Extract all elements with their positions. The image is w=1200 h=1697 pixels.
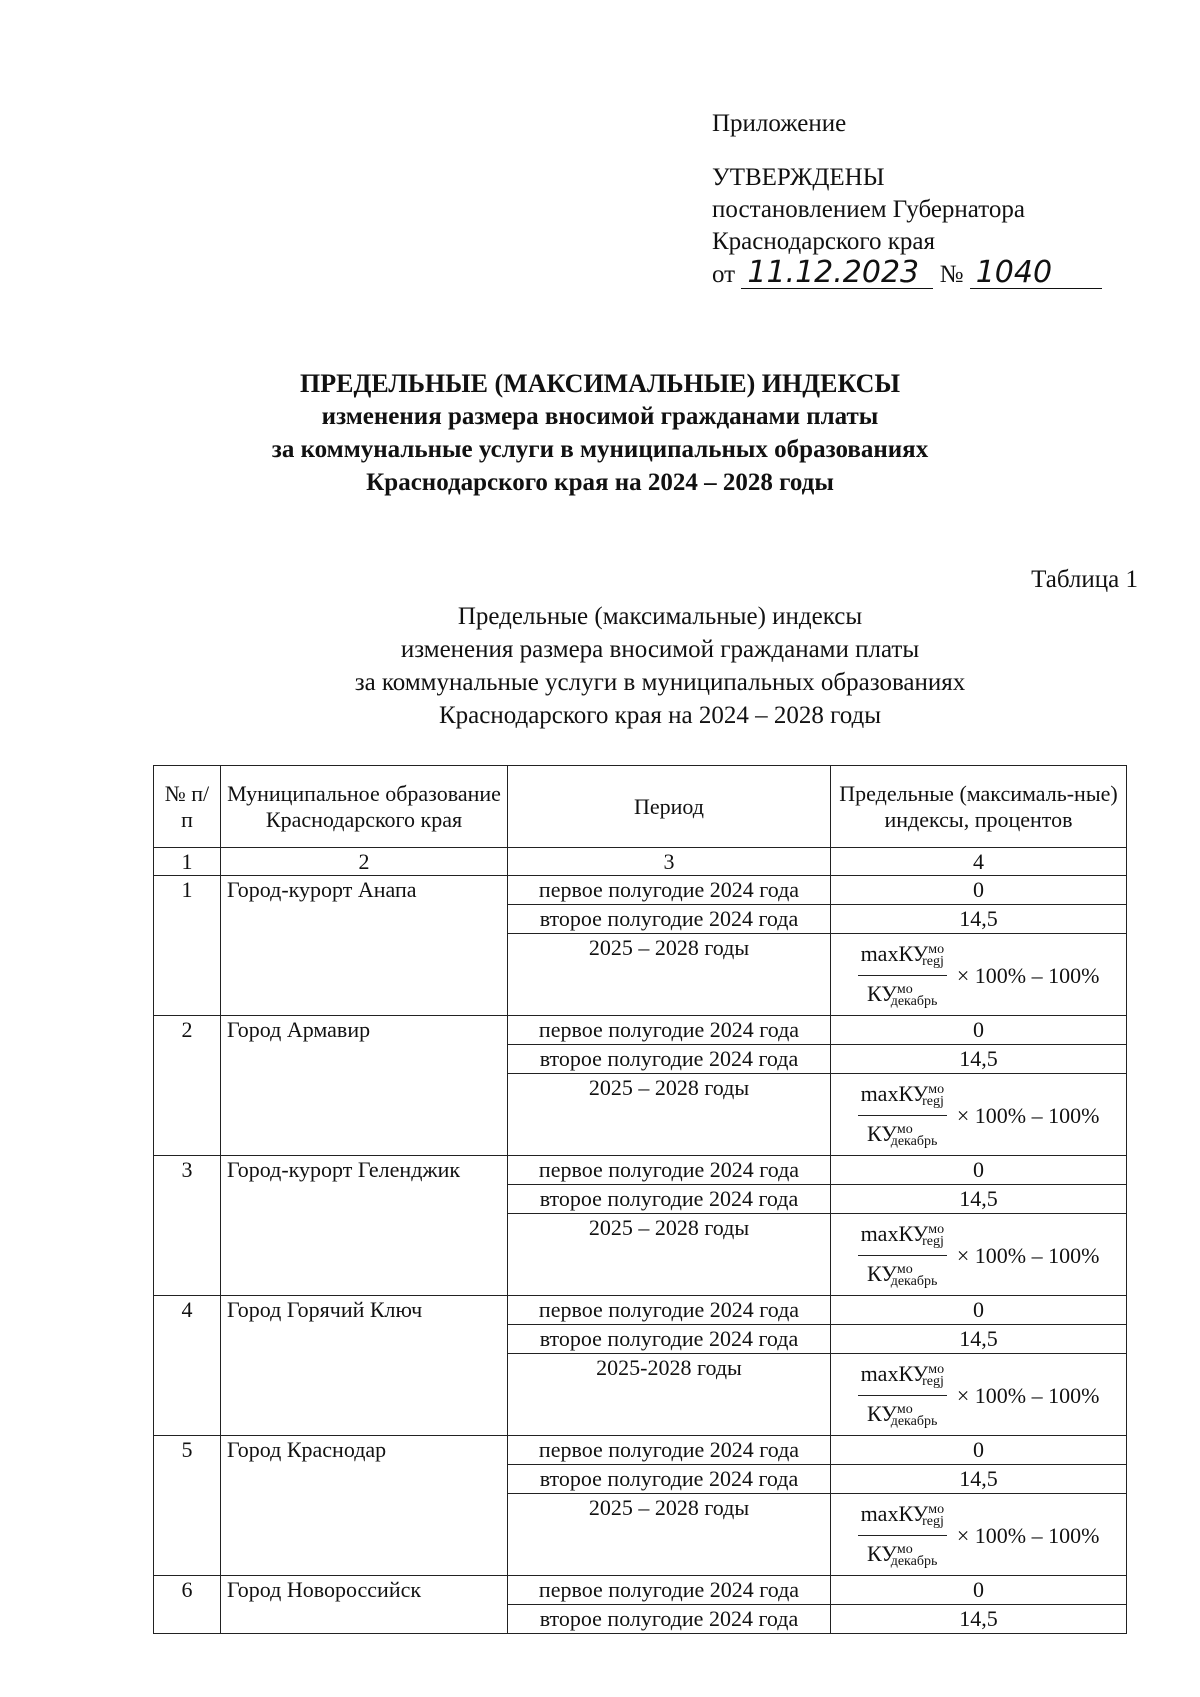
index-formula [831, 934, 1127, 1016]
period-2025-2028: 2025 – 2028 годы [508, 934, 831, 1016]
period-first-half-2024: первое полугодие 2024 года [508, 1296, 831, 1325]
formula-numerator-sub: regj [922, 1094, 944, 1109]
row-number: 1 [154, 876, 221, 1016]
index-second-half-2024: 14,5 [831, 1605, 1127, 1634]
formula-numerator [858, 1216, 947, 1256]
index-first-half-2024: 0 [831, 876, 1127, 905]
index-second-half-2024: 14,5 [831, 1325, 1127, 1354]
formula-numerator-sup: мо [928, 1222, 945, 1237]
formula-fraction [858, 1356, 947, 1435]
formula-denominator-sub: декабрь [890, 1274, 938, 1289]
table-row [154, 1016, 1127, 1045]
row-number: 2 [154, 1016, 221, 1156]
formula-numerator-text: maxКУ [860, 1361, 929, 1386]
subtitle-line-2: изменения размера вносимой гражданами платы [400, 636, 920, 663]
period-second-half-2024: второе полугодие 2024 года [508, 1325, 831, 1354]
table-title [60, 600, 1200, 732]
period-first-half-2024: первое полугодие 2024 года [508, 1436, 831, 1465]
index-second-half-2024: 14,5 [831, 1465, 1127, 1494]
formula-tail: × 100% – 100% [956, 1242, 1100, 1268]
formula-denominator-sup: мо [896, 1122, 913, 1137]
formula-numerator-text: maxКУ [860, 1501, 929, 1526]
index-first-half-2024: 0 [831, 1296, 1127, 1325]
formula-numerator [858, 1356, 947, 1396]
formula-tail: × 100% – 100% [956, 962, 1100, 988]
header-municipality: Муниципальное образование Краснодарского края [221, 766, 508, 848]
formula-numerator [858, 1496, 947, 1536]
formula-numerator-sup: мо [928, 1362, 945, 1377]
document-title [0, 367, 1200, 499]
formula-denominator-sub: декабрь [890, 1554, 938, 1569]
formula-numerator-sub: regj [922, 1514, 944, 1529]
indices-table [153, 765, 1127, 1634]
table-header-row [154, 766, 1127, 848]
formula-denominator [864, 1116, 940, 1155]
index-formula [831, 1214, 1127, 1296]
approval-number: 1040 [970, 258, 1102, 289]
formula-denominator-text: КУ [867, 1401, 897, 1426]
header-number: № п/п [154, 766, 221, 848]
formula-denominator-sup: мо [896, 982, 913, 997]
title-line-2: изменения размера вносимой гражданами платы [321, 403, 879, 430]
formula-numerator-sub: regj [922, 954, 944, 969]
formula-numerator [858, 1076, 947, 1116]
index-second-half-2024: 14,5 [831, 1185, 1127, 1214]
municipality-name: Город Армавир [221, 1016, 508, 1156]
row-number: 4 [154, 1296, 221, 1436]
approval-block [712, 108, 1102, 291]
approved-by-line: постановлением Губернатора [712, 196, 1025, 223]
title-line-4: Краснодарского края на 2024 – 2028 годы [366, 469, 834, 496]
approved-label: УТВЕРЖДЕНЫ [712, 164, 885, 191]
period-first-half-2024: первое полугодие 2024 года [508, 1016, 831, 1045]
title-line-1: ПРЕДЕЛЬНЫЕ (МАКСИМАЛЬНЫЕ) ИНДЕКСЫ [300, 369, 900, 398]
row-number: 6 [154, 1576, 221, 1634]
col-number-2: 2 [221, 848, 508, 876]
index-formula [831, 1494, 1127, 1576]
formula-tail: × 100% – 100% [956, 1382, 1100, 1408]
index-second-half-2024: 14,5 [831, 1045, 1127, 1074]
number-prefix: № [939, 261, 964, 288]
formula-fraction [858, 1496, 947, 1575]
formula-denominator [864, 1536, 940, 1575]
col-number-1: 1 [154, 848, 221, 876]
table-row [154, 1296, 1127, 1325]
date-prefix: от [712, 261, 736, 288]
index-first-half-2024: 0 [831, 1016, 1127, 1045]
subtitle-line-1: Предельные (максимальные) индексы [457, 603, 863, 630]
formula-numerator-sup: мо [928, 942, 945, 957]
row-number: 3 [154, 1156, 221, 1296]
header-period: Период [508, 766, 831, 848]
col-number-3: 3 [508, 848, 831, 876]
index-first-half-2024: 0 [831, 1156, 1127, 1185]
index-second-half-2024: 14,5 [831, 905, 1127, 934]
period-2025-2028: 2025-2028 годы [508, 1354, 831, 1436]
table-row [154, 1576, 1127, 1605]
formula-tail: × 100% – 100% [956, 1522, 1100, 1548]
period-second-half-2024: второе полугодие 2024 года [508, 1185, 831, 1214]
formula-denominator-sup: мо [896, 1402, 913, 1417]
municipality-name: Город Горячий Ключ [221, 1296, 508, 1436]
period-second-half-2024: второе полугодие 2024 года [508, 1605, 831, 1634]
index-first-half-2024: 0 [831, 1436, 1127, 1465]
formula-tail: × 100% – 100% [956, 1102, 1100, 1128]
formula-numerator-sub: regj [922, 1374, 944, 1389]
formula-denominator-text: КУ [867, 981, 897, 1006]
formula-denominator-text: КУ [867, 1261, 897, 1286]
formula-numerator [858, 936, 947, 976]
table-row [154, 876, 1127, 905]
formula-denominator [864, 1396, 940, 1435]
approval-date: 11.12.2023 [741, 258, 933, 289]
formula-denominator-sub: декабрь [890, 1414, 938, 1429]
period-second-half-2024: второе полугодие 2024 года [508, 1465, 831, 1494]
table-label: Таблица 1 [1031, 566, 1138, 593]
approval-date-line [712, 255, 1102, 291]
table-row [154, 1436, 1127, 1465]
formula-numerator-sub: regj [922, 1234, 944, 1249]
municipality-name: Город Новороссийск [221, 1576, 508, 1634]
formula-numerator-sup: мо [928, 1502, 945, 1517]
period-first-half-2024: первое полугодие 2024 года [508, 1156, 831, 1185]
formula-denominator [864, 976, 940, 1015]
column-number-row [154, 848, 1127, 876]
row-number: 5 [154, 1436, 221, 1576]
period-second-half-2024: второе полугодие 2024 года [508, 1045, 831, 1074]
header-index: Предельные (максималь-ные) индексы, процентов [831, 766, 1127, 848]
formula-numerator-sup: мо [928, 1082, 945, 1097]
formula-denominator-text: КУ [867, 1121, 897, 1146]
formula-numerator-text: maxКУ [860, 941, 929, 966]
formula-denominator-sup: мо [896, 1542, 913, 1557]
municipality-name: Город-курорт Анапа [221, 876, 508, 1016]
municipality-name: Город Краснодар [221, 1436, 508, 1576]
period-first-half-2024: первое полугодие 2024 года [508, 1576, 831, 1605]
period-2025-2028: 2025 – 2028 годы [508, 1214, 831, 1296]
formula-denominator [864, 1256, 940, 1295]
formula-fraction [858, 936, 947, 1015]
approved-region-line: Краснодарского края [712, 228, 935, 255]
formula-denominator-sub: декабрь [890, 1134, 938, 1149]
formula-denominator-text: КУ [867, 1541, 897, 1566]
title-line-3: за коммунальные услуги в муниципальных образованиях [271, 436, 929, 463]
period-first-half-2024: первое полугодие 2024 года [508, 876, 831, 905]
appendix-label: Приложение [712, 110, 847, 137]
subtitle-line-3: за коммунальные услуги в муниципальных образованиях [354, 669, 966, 696]
formula-numerator-text: maxКУ [860, 1081, 929, 1106]
period-second-half-2024: второе полугодие 2024 года [508, 905, 831, 934]
formula-denominator-sub: декабрь [890, 994, 938, 1009]
period-2025-2028: 2025 – 2028 годы [508, 1074, 831, 1156]
col-number-4: 4 [831, 848, 1127, 876]
municipality-name: Город-курорт Геленджик [221, 1156, 508, 1296]
period-2025-2028: 2025 – 2028 годы [508, 1494, 831, 1576]
table-row [154, 1156, 1127, 1185]
table-body [154, 848, 1127, 1634]
index-formula [831, 1074, 1127, 1156]
index-formula [831, 1354, 1127, 1436]
formula-fraction [858, 1076, 947, 1155]
subtitle-line-4: Краснодарского края на 2024 – 2028 годы [438, 702, 882, 729]
index-first-half-2024: 0 [831, 1576, 1127, 1605]
formula-denominator-sup: мо [896, 1262, 913, 1277]
formula-numerator-text: maxКУ [860, 1221, 929, 1246]
formula-fraction [858, 1216, 947, 1295]
